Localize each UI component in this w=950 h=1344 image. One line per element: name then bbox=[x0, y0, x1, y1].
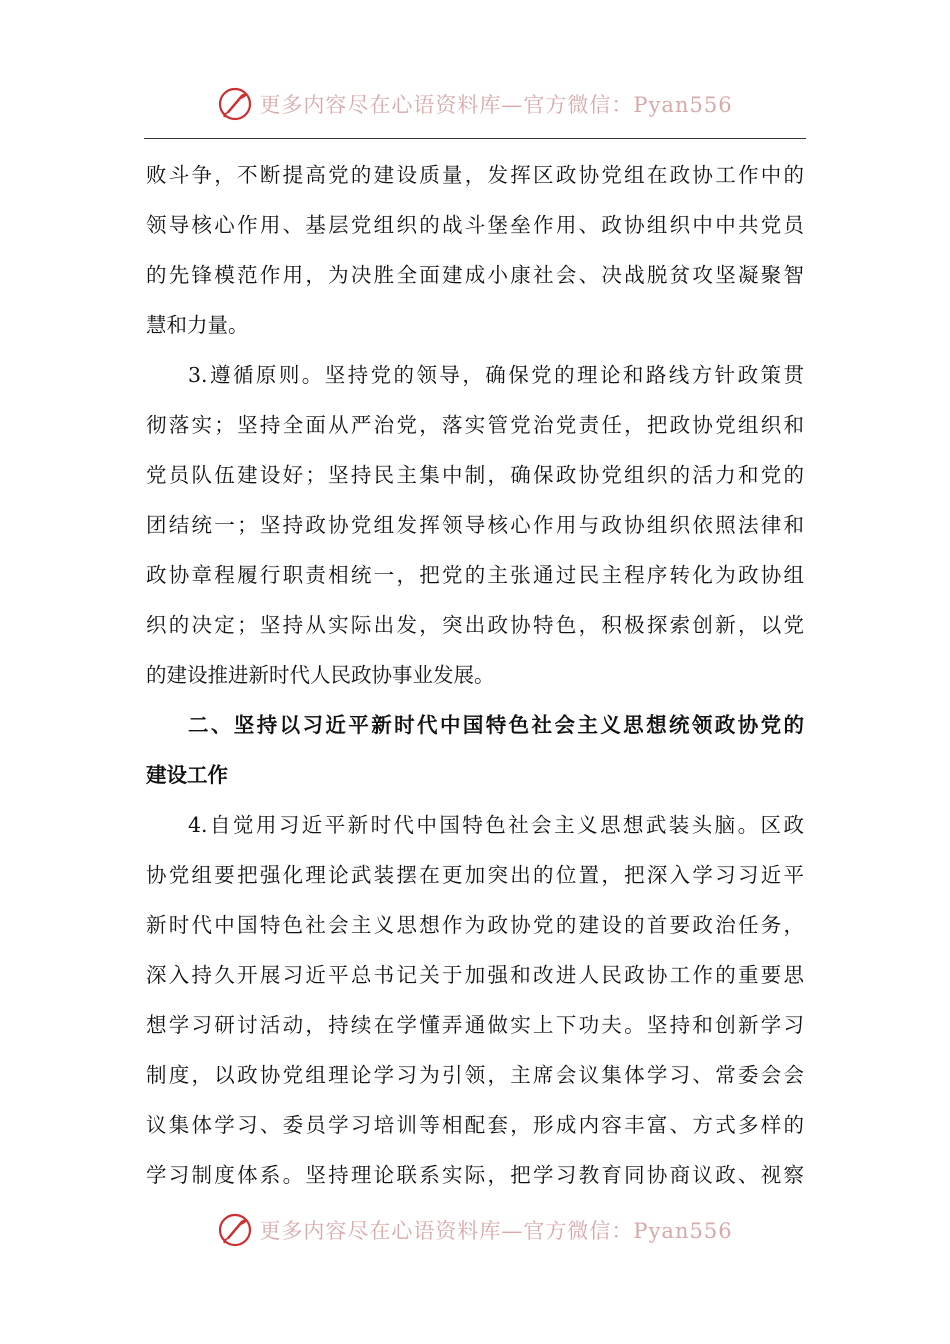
text-line: 团结统一；坚持政协党组发挥领导核心作用与政协组织依照法律和 bbox=[146, 513, 804, 537]
document-body bbox=[146, 150, 804, 1200]
text-line: 制度，以政协党组理论学习为引领，主席会议集体学习、常委会会 bbox=[146, 1063, 804, 1087]
quill-pen-logo-icon bbox=[217, 86, 253, 122]
text-line: 彻落实；坚持全面从严治党，落实管党治党责任，把政协党组织和 bbox=[146, 413, 804, 437]
text-line: 学习制度体系。坚持理论联系实际，把学习教育同协商议政、视察 bbox=[146, 1163, 804, 1187]
text-line: 败斗争，不断提高党的建设质量，发挥区政协党组在政协工作中的 bbox=[146, 163, 804, 187]
text-line: 党员队伍建设好；坚持民主集中制，确保政协党组织的活力和党的 bbox=[146, 463, 804, 487]
header-divider bbox=[144, 138, 806, 139]
text-line: 织的决定；坚持从实际出发，突出政协特色，积极探索创新，以党 bbox=[146, 613, 804, 637]
watermark-text: 更多内容尽在心语资料库—官方微信：Pyan556 bbox=[259, 1219, 733, 1243]
text-line: 政协章程履行职责相统一，把党的主张通过民主程序转化为政协组 bbox=[146, 563, 804, 587]
text-line: 议集体学习、委员学习培训等相配套，形成内容丰富、方式多样的 bbox=[146, 1113, 804, 1137]
section-heading-continued: 建设工作 bbox=[146, 763, 228, 787]
text-line: 的建设推进新时代人民政协事业发展。 bbox=[146, 663, 495, 687]
quill-pen-logo-icon bbox=[217, 1212, 253, 1248]
watermark-text: 更多内容尽在心语资料库—官方微信：Pyan556 bbox=[259, 93, 733, 117]
header-watermark bbox=[0, 82, 950, 126]
section-4-first-line: 4.自觉用习近平新时代中国特色社会主义思想武装头脑。区政 bbox=[188, 813, 804, 837]
text-line: 领导核心作用、基层党组织的战斗堡垒作用、政协组织中中共党员 bbox=[146, 213, 804, 237]
text-line: 协党组要把强化理论武装摆在更加突出的位置，把深入学习习近平 bbox=[146, 863, 804, 887]
text-line: 新时代中国特色社会主义思想作为政协党的建设的首要政治任务， bbox=[146, 913, 804, 937]
section-heading: 二、坚持以习近平新时代中国特色社会主义思想统领政协党的 bbox=[188, 713, 804, 737]
footer-watermark bbox=[0, 1208, 950, 1252]
section-3-first-line: 3.遵循原则。坚持党的领导，确保党的理论和路线方针政策贯 bbox=[188, 363, 804, 387]
text-line: 慧和力量。 bbox=[146, 313, 249, 337]
text-line: 的先锋模范作用，为决胜全面建成小康社会、决战脱贫攻坚凝聚智 bbox=[146, 263, 804, 287]
text-line: 深入持久开展习近平总书记关于加强和改进人民政协工作的重要思 bbox=[146, 963, 804, 987]
text-line: 想学习研讨活动，持续在学懂弄通做实上下功夫。坚持和创新学习 bbox=[146, 1013, 804, 1037]
